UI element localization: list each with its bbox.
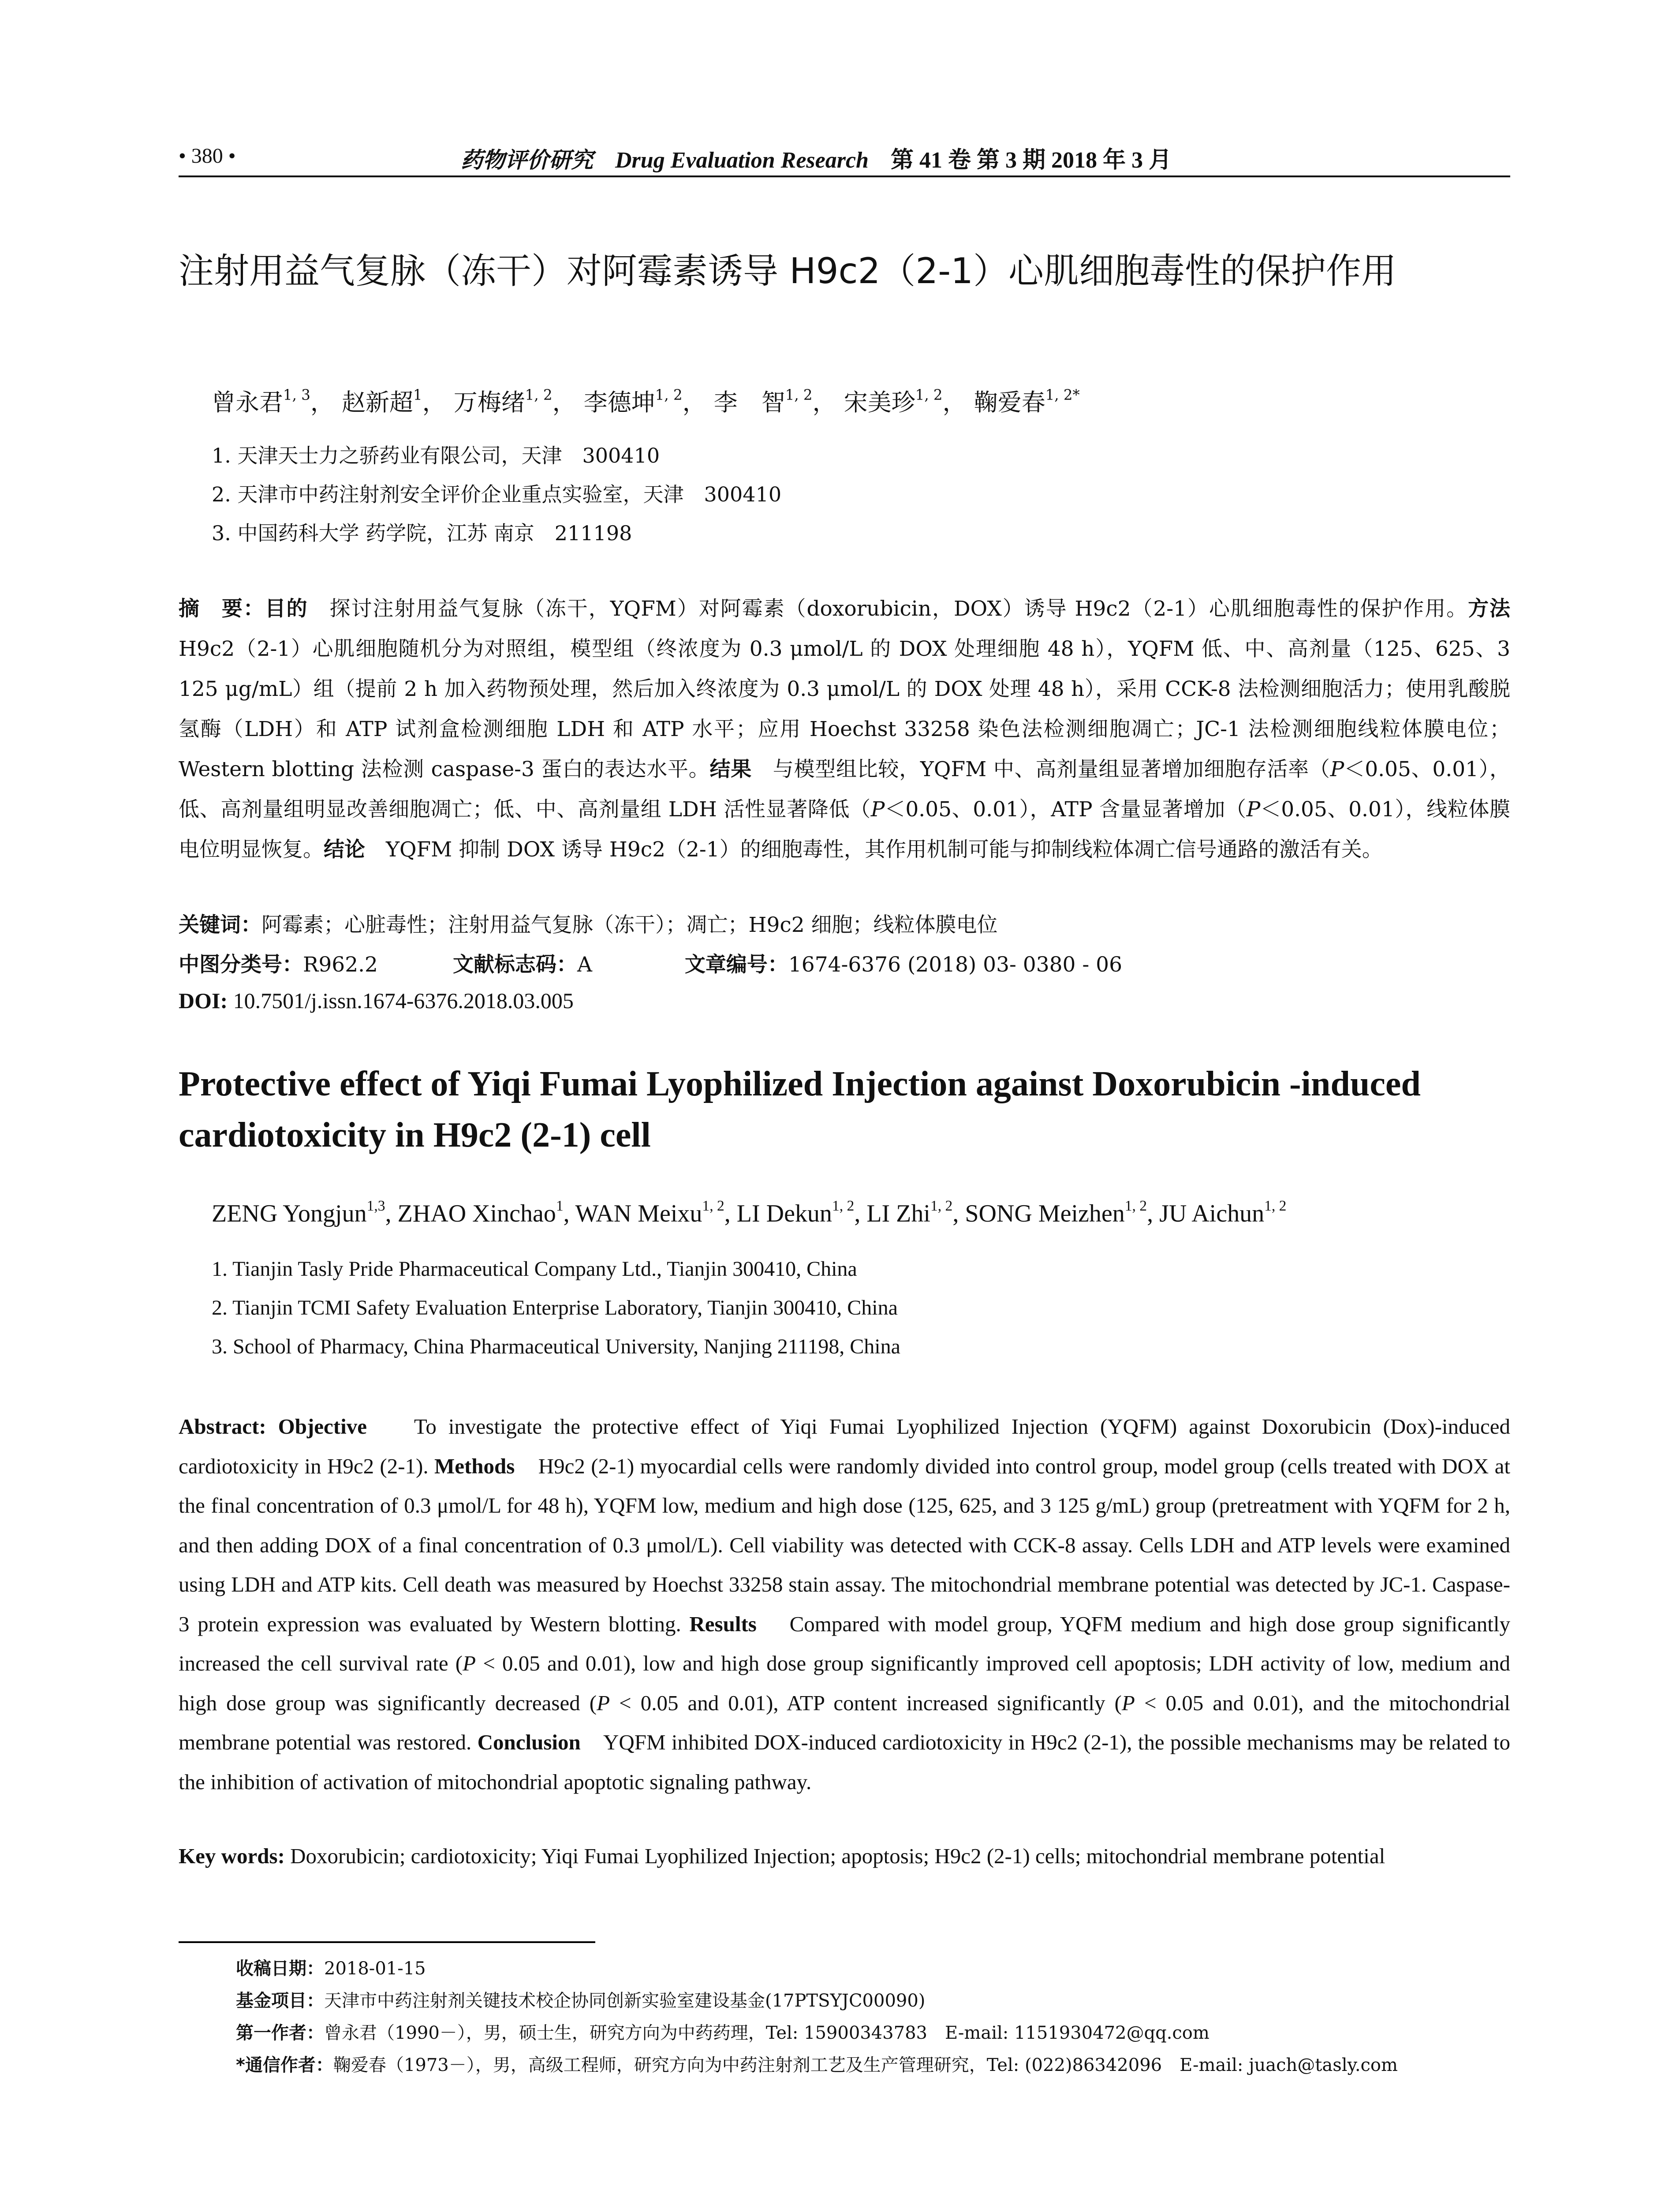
keywords-label: 关键词： (179, 913, 261, 937)
english-authors: ZENG Yongjun$^{1,3}$, ZHAO Xinchao$^1$, WAN Meixu$^{1, 2}$, LI Dekun$^{1, 2}$, LI Zhi$^{1, 2}$, SONG Meizhen$^{1, 2}$, JU Aichun$^{1, 2}$ (212, 1197, 1287, 1227)
journal-name-en: Drug Evaluation Research (615, 148, 869, 173)
author-affiliation-mark: 1, 3 (283, 386, 310, 404)
chinese-keywords (179, 908, 998, 938)
english-affiliation: 3. School of Pharmacy, China Pharmaceutical University, Nanjing 211198, China (212, 1335, 900, 1358)
author-affiliation-mark: 1, 2 (915, 386, 943, 404)
author-affiliation-mark: 1, 2 (702, 1197, 724, 1214)
author-name: 李 智 (713, 389, 785, 416)
p-value-symbol: P (463, 1651, 476, 1675)
doc-code-value: A (577, 953, 592, 977)
keywords-label: Key words: (179, 1844, 285, 1868)
p-value-symbol: P (870, 797, 885, 822)
author-name: 鞠爱春 (974, 389, 1045, 416)
author-affiliation-mark: 1, 2 (832, 1197, 855, 1214)
journal-logo: 药物评价研究 (461, 148, 593, 172)
author-affiliation-mark: 1,3 (366, 1197, 385, 1214)
author-name: 宋美珍 (844, 389, 915, 416)
conclusion-label: Conclusion (477, 1730, 581, 1754)
footnote-rule (179, 1941, 595, 1943)
author-affiliation-mark: 1 (556, 1197, 564, 1214)
author-name: 李德坤 (583, 389, 655, 416)
author-name: ZHAO Xinchao (397, 1200, 556, 1227)
results-text: < 0.05 and 0.01), low and high dose group significantly improved cell apoptosis; LDH activity of low, medium and high dose group was significantly decreased ( (179, 1651, 1510, 1715)
results-text: Compared with model group, YQFM medium and high dose group significantly increased the cell survival rate ( (179, 1611, 1510, 1675)
author-name: 赵新超 (341, 389, 413, 416)
clc-value: R962.2 (303, 953, 378, 977)
doc-code-label: 文献标志码： (452, 953, 577, 977)
header-rule (179, 176, 1510, 177)
methods-text: H9c2 (2-1) myocardial cells were randomly divided into control group, model group (cells treated with DOX at the final concentration of 0.3 μmol/L for 48 h), YQFM low, medium and high dose (125, 625, and 3 125 g/mL) group (pretreatment with YQFM for 2 h, and then adding DOX of a final concentration of 0.3 μmol/L). Cell viability was detected with CCK-8 assay. Cells LDH and ATP levels were examined using LDH and ATP kits. Cell death was measured by Hoechst 33258 stain assay. The mitochondrial membrane potential was detected by JC-1. Caspase-3 protein expression was evaluated by Western blotting. (179, 1454, 1510, 1636)
author-affiliation-mark: 1, 2 (1264, 1197, 1287, 1214)
author-name: 曾永君 (212, 389, 283, 416)
author-name: 万梅绪 (453, 389, 525, 416)
chinese-authors: 曾永君$^{1, 3}$， 赵新超$^1$， 万梅绪$^{1, 2}$， 李德坤$^{1, 2}$， 李 智$^{1, 2}$， 宋美珍$^{1, 2}$， 鞠爱春$^{1, 2*}$ (212, 386, 1080, 416)
footnote-first-author (236, 2019, 1210, 2044)
objective-text: 探讨注射用益气复脉（冻干，YQFM）对阿霉素（doxorubicin，DOX）诱导 H9c2（2-1）心肌细胞毒性的保护作用。 (329, 597, 1468, 621)
english-keywords (179, 1843, 1510, 1869)
conclusion-text: YQFM inhibited DOX-induced cardiotoxicity in H9c2 (2-1), the possible mechanisms may be related to the inhibition of activation of mitochondrial apoptotic signaling pathway. (179, 1730, 1511, 1794)
author-name: JU Aichun (1159, 1200, 1265, 1227)
results-text: ＜0.05、0.01），低、高剂量组明显改善细胞凋亡；低、中、高剂量组 LDH 活性显著降低（ (179, 757, 1511, 822)
received-label: 收稿日期： (236, 1958, 324, 1979)
footnote-fund (236, 1987, 925, 2012)
results-text: 与模型组比较，YQFM 中、高剂量组显著增加细胞存活率（ (773, 757, 1330, 781)
author-affiliation-mark: 1, 2 (525, 386, 553, 404)
author-affiliation-mark: 1, 2 (655, 386, 683, 404)
journal-line (461, 141, 1172, 174)
corresponding-author-label: *通信作者： (236, 2055, 333, 2075)
abstract-label: 摘 要： (179, 597, 265, 621)
author-name: LI Zhi (866, 1200, 930, 1227)
methods-label: Methods (434, 1454, 515, 1478)
english-abstract (179, 1407, 1510, 1801)
footnote-corresponding-author (236, 2051, 1398, 2076)
results-text: < 0.05 and 0.01), ATP content increased significantly ( (610, 1690, 1122, 1715)
clc-label: 中图分类号： (179, 953, 303, 977)
journal-issue: 第 41 卷 第 3 期 2018 年 3 月 (890, 148, 1172, 173)
objective-label: 目的 (265, 597, 308, 621)
abstract-label: Abstract: (179, 1414, 266, 1439)
doi-link[interactable]: 10.7501/j.issn.1674-6376.2018.03.005 (228, 988, 574, 1013)
objective-label: Objective (278, 1414, 367, 1439)
p-value-symbol: P (1246, 797, 1261, 822)
keywords-text: Doxorubicin; cardiotoxicity; Yiqi Fumai Lyophilized Injection; apoptosis; H9c2 (2-1) cells; mitochondrial membrane potential (284, 1844, 1385, 1868)
author-affiliation-mark: 1, 2 (1124, 1197, 1147, 1214)
doi-line (179, 988, 574, 1013)
p-value-symbol: P (1121, 1690, 1135, 1715)
first-author-label: 第一作者： (236, 2023, 324, 2043)
article-number-label: 文章编号： (684, 953, 788, 977)
results-text: < 0.05 and 0.01), and the mitochondrial membrane potential was restored. (179, 1690, 1510, 1754)
results-label: 结果 (709, 757, 752, 781)
chinese-affiliation: 3. 中国药科大学 药学院，江苏 南京 211198 (212, 521, 632, 545)
conclusion-text: YQFM 抑制 DOX 诱导 H9c2（2-1）的细胞毒性，其作用机制可能与抑制线粒体凋亡信号通路的激活有关。 (386, 837, 1383, 862)
chinese-abstract (179, 589, 1510, 870)
methods-text: H9c2（2-1）心肌细胞随机分为对照组，模型组（终浓度为 0.3 μmol/L 的 DOX 处理细胞 48 h），YQFM 低、中、高剂量（125、625、3 125 μg/mL）组（提前 2 h 加入药物预处理，然后加入终浓度为 0.3 μmol/L 的 DOX 处理 48 h），采用 CCK-8 法检测细胞活力；使用乳酸脱氢酶（LDH）和 ATP 试剂盒检测细胞 LDH 和 ATP 水平；应用 Hoechst 33258 染色法检测细胞凋亡；JC-1 法检测细胞线粒体膜电位；Western blotting 法检测 caspase-3 蛋白的表达水平。 (179, 637, 1510, 781)
methods-label: 方法 (1468, 597, 1511, 621)
article-number-value: 1674-6376 (2018) 03- 0380 - 06 (788, 953, 1122, 977)
chinese-affiliation: 1. 天津天士力之骄药业有限公司，天津 300410 (212, 444, 660, 467)
results-text: ＜0.05、0.01），ATP 含量显著增加（ (885, 797, 1247, 822)
chinese-affiliation: 2. 天津市中药注射剂安全评价企业重点实验室，天津 300410 (212, 482, 782, 506)
author-name: WAN Meixu (575, 1200, 702, 1227)
chinese-title: 注射用益气复脉（冻干）对阿霉素诱导 H9c2（2-1）心肌细胞毒性的保护作用 (179, 250, 1397, 292)
p-value-symbol: P (597, 1690, 610, 1715)
classification-line (179, 948, 1122, 978)
received-date: 2018-01-15 (324, 1958, 426, 1979)
keywords-text: 阿霉素；心脏毒性；注射用益气复脉（冻干）；凋亡；H9c2 细胞；线粒体膜电位 (261, 913, 998, 937)
author-affiliation-mark: 1, 2 (930, 1197, 953, 1214)
author-affiliation-mark: 1 (413, 386, 422, 404)
fund-label: 基金项目： (236, 1991, 324, 2011)
conclusion-label: 结论 (324, 837, 365, 862)
english-affiliation: 2. Tianjin TCMI Safety Evaluation Enterprise Laboratory, Tianjin 300410, China (212, 1296, 898, 1319)
fund-text: 天津市中药注射剂关键技术校企协同创新实验室建设基金(17PTSYJC00090) (324, 1991, 926, 2011)
objective-text: To investigate the protective effect of Yiqi Fumai Lyophilized Injection (YQFM) against Doxorubicin (Dox)-induced cardiotoxicity in H9c2 (2-1). (179, 1414, 1510, 1478)
author-name: ZENG Yongjun (212, 1200, 367, 1227)
author-name: LI Dekun (736, 1200, 832, 1227)
english-affiliation: 1. Tianjin Tasly Pride Pharmaceutical Company Ltd., Tianjin 300410, China (212, 1257, 857, 1281)
english-title: Protective effect of Yiqi Fumai Lyophilized Injection against Doxorubicin -induced cardiotoxicity in H9c2 (2-1) cell (179, 1065, 1421, 1155)
author-affiliation-mark: 1, 2 (785, 386, 813, 404)
running-header (179, 140, 1510, 176)
first-author-text: 曾永君（1990－），男，硕士生，研究方向为中药药理，Tel: 15900343783 E-mail: 1151930472@qq.com (324, 2023, 1210, 2043)
author-name: SONG Meizhen (965, 1200, 1125, 1227)
author-affiliation-mark: 1, 2* (1045, 386, 1080, 404)
doi-label: DOI: (179, 988, 228, 1013)
footnote-received (236, 1955, 426, 1980)
results-text: ＜0.05、0.01），线粒体膜电位明显恢复。 (179, 797, 1510, 862)
results-label: Results (689, 1611, 757, 1636)
page-number: • 380 • (179, 144, 236, 168)
corresponding-author-text: 鞠爱春（1973－），男，高级工程师，研究方向为中药注射剂工艺及生产管理研究，Tel: (022)86342096 E-mail: juach@tasly.com (333, 2055, 1398, 2075)
p-value-symbol: P (1330, 757, 1344, 781)
